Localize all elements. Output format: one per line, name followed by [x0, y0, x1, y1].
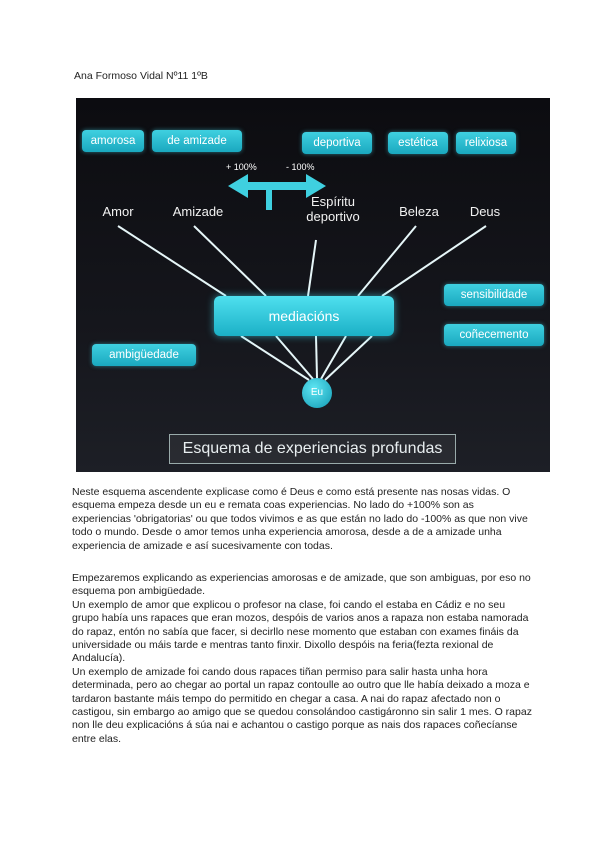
plus-100-label: + 100%: [226, 162, 257, 172]
tag-ambiguedade: ambigüedade: [92, 344, 196, 366]
tag-de-amizade: de amizade: [152, 130, 242, 152]
paragraph-examples: [72, 572, 532, 746]
word-amor: Amor: [102, 204, 134, 219]
paragraph-text: Un exemplo de amor que explicou o profesor na clase, foi cando el estaba en Cádiz e no seu grupo había uns rapaces que eran mozos, despóis de varios anos a rapaza non estaba namorada do rapaz, entón no sabía que facer, si decirllo nese momento que estaban con exames fináis da universidade ou máis tarde e mentras tanto finxir. Dixollo despóis na feria(fezta rexional de Andalucía).: [72, 598, 529, 665]
word-beleza: Beleza: [399, 204, 439, 219]
paragraph-text: Un exemplo de amizade foi cando dous rapaces tiñan permiso para salir hasta unha hora determinada, pero ao chegar ao portal un rapaz contoulle ao outro que lle había deixado a moza e tardaron bastante máis tempo do permitido en chegar a casa. A nai do rapaz afectado non o castigou, sin embargo ao amigo que se quedou consolándoo castigáronno sin salir 1 mes. O rapaz non lle deu explicacións á súa nai e achantou o castigo porque as nais dos rapaces coñecíanse entre elas.: [72, 665, 532, 745]
paragraph-text: Empezaremos explicando as experiencias amorosas e de amizade, que son ambiguas, por eso no esquema pon ambigüedade.: [72, 572, 531, 598]
paragraph-text: Neste esquema ascendente explicase como é Deus e como está presente nas nosas vidas. O esquema empeza desde un eu e remata coas experiencias. No lado do +100% son as experiencias 'obrigatorias' ou que todos vivimos e as que están no lado do -100% as que non vive todo o mundo. Desde o amor temos unha experiencia amorosa, desde a de a amizade unha experiencia de amizade e así sucesivamente con todas.: [72, 486, 528, 552]
word-deus: Deus: [469, 204, 501, 219]
word-amizade: Amizade: [172, 204, 224, 219]
word-espiritu-deportivo: Espíritu deportivo: [306, 194, 360, 224]
tag-relixiosa: relixiosa: [456, 132, 516, 154]
tag-amorosa: amorosa: [82, 130, 144, 152]
tag-deportiva: deportiva: [302, 132, 372, 154]
mediacions-box: mediacións: [214, 296, 394, 336]
tag-conecemento: coñecemento: [444, 324, 544, 346]
tag-sensibilidade: sensibilidade: [444, 284, 544, 306]
tag-estetica: estética: [388, 132, 448, 154]
schema-caption: Esquema de experiencias profundas: [169, 434, 456, 464]
diagram-photo: [76, 98, 550, 472]
minus-100-label: - 100%: [286, 162, 315, 172]
paragraph-intro: [72, 486, 532, 553]
document-header: Ana Formoso Vidal Nº11 1ºB: [74, 70, 208, 82]
eu-circle: Eu: [302, 378, 332, 408]
